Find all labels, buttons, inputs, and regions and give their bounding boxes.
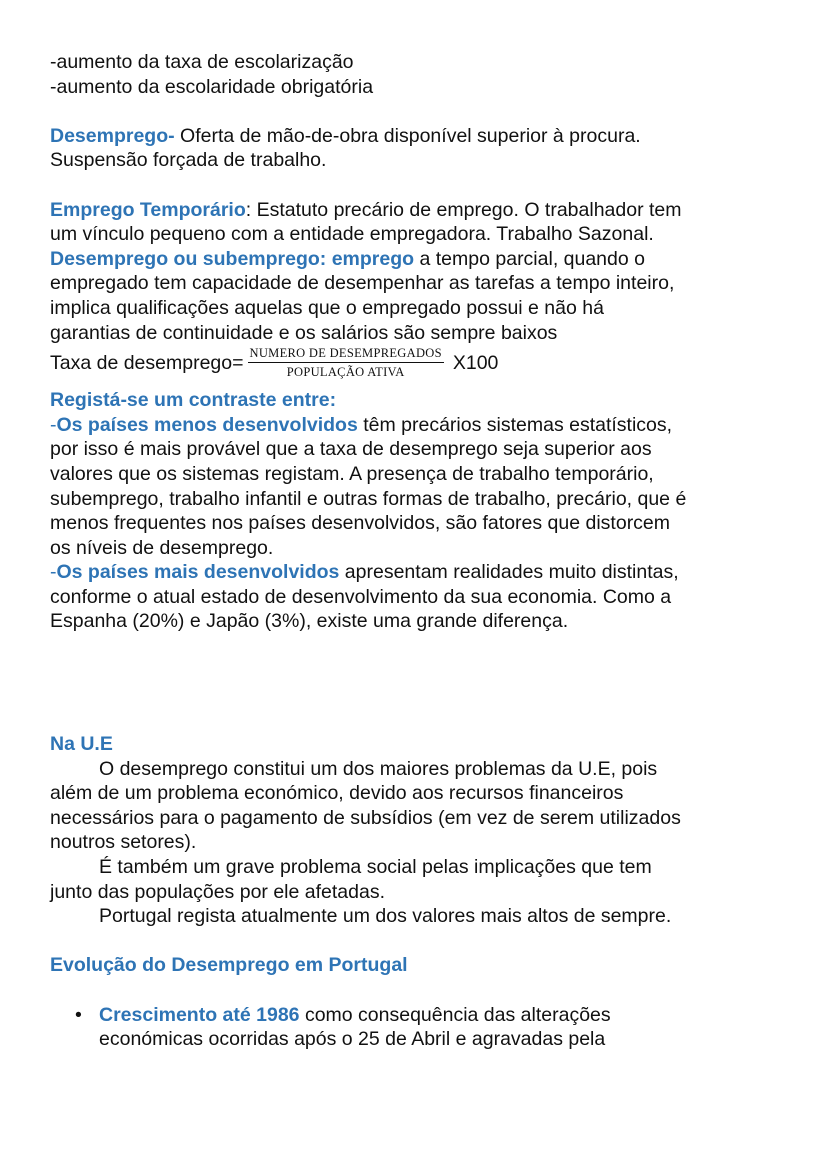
emprego-temporario-text: : Estatuto precário de emprego. O trabalhador tem — [245, 198, 682, 221]
intro-line-2: -aumento da escolaridade obrigatória — [50, 75, 374, 98]
contraste-p2-line-2: conforme o atual estado de desenvolvimento da sua economia. Como a — [50, 585, 672, 608]
document-page — [50, 50, 790, 1052]
formula-denominator: POPULAÇÃO ATIVA — [286, 365, 405, 380]
contraste-p1-first — [50, 413, 790, 438]
evolucao-heading: Evolução do Desemprego em Portugal — [50, 954, 408, 977]
contraste-p1-line-4: subemprego, trabalho infantil e outras formas de trabalho, precário, que é — [50, 487, 687, 510]
evolucao-b1-term: Crescimento até 1986 — [99, 1003, 300, 1026]
subemprego-line-4: garantias de continuidade e os salários são sempre baixos — [50, 321, 558, 344]
contraste-p2-text: apresentam realidades muito distintas, — [339, 561, 679, 584]
desemprego-definition — [50, 124, 790, 149]
ue-p1-line-3: necessários para o pagamento de subsídios (em vez de serem utilizados — [50, 806, 681, 829]
subemprego-text: a tempo parcial, quando o — [414, 247, 645, 270]
contraste-p2-term: Os países mais desenvolvidos — [56, 561, 340, 584]
ue-heading: Na U.E — [50, 733, 113, 756]
subemprego-line-3: implica qualificações aquelas que o empregado possui e não há — [50, 296, 604, 319]
formula-fraction — [248, 346, 444, 380]
contraste-p1-line-5: menos frequentes nos países desenvolvidos, são fatores que distorcem — [50, 512, 671, 535]
contraste-p1-line-2: por isso é mais provável que a taxa de desemprego seja superior aos — [50, 438, 652, 461]
ue-p2-first: É também um grave problema social pelas implicações que tem — [99, 856, 652, 879]
formula-label: Taxa de desemprego= — [50, 351, 244, 374]
evolucao-b1-text: como consequência das alterações — [299, 1003, 611, 1026]
contraste-p1-line-6: os níveis de desemprego. — [50, 536, 274, 559]
contraste-p1-line-3: valores que os sistemas registam. A presença de trabalho temporário, — [50, 462, 654, 485]
contraste-p2-line-3: Espanha (20%) e Japão (3%), existe uma grande diferença. — [50, 610, 569, 633]
desemprego-term: Desemprego- — [50, 124, 175, 147]
intro-line-1: -aumento da taxa de escolarização — [50, 51, 354, 73]
subemprego-line-2: empregado tem capacidade de desempenhar as tarefas a tempo inteiro, — [50, 272, 675, 295]
bullet-dot-icon: • — [75, 1003, 82, 1026]
ue-p1-line-4: noutros setores). — [50, 831, 197, 854]
ue-p1-line-2: além de um problema económico, devido aos recursos financeiros — [50, 782, 624, 805]
contraste-p1-term: Os países menos desenvolvidos — [56, 413, 358, 436]
contraste-p2-first — [50, 560, 790, 585]
subemprego-term: Desemprego ou subemprego: emprego — [50, 247, 415, 270]
emprego-temporario-line-2: um vínculo pequeno com a entidade empregadora. Trabalho Sazonal. — [50, 223, 654, 246]
contraste-p2-dash: - — [50, 561, 57, 584]
subemprego-definition — [50, 247, 790, 272]
contraste-p1-dash: - — [50, 413, 57, 436]
ue-p1-first: O desemprego constitui um dos maiores problemas da U.E, pois — [99, 757, 658, 780]
ue-p3-first: Portugal regista atualmente um dos valores mais altos de sempre. — [99, 905, 672, 928]
contraste-p1-text: têm precários sistemas estatísticos, — [357, 413, 673, 436]
ue-p2-line-2: junto das populações por ele afetadas. — [50, 880, 385, 903]
desemprego-line-2: Suspensão forçada de trabalho. — [50, 149, 327, 172]
contraste-heading: Registá-se um contraste entre: — [50, 389, 337, 412]
emprego-temporario-definition — [50, 198, 790, 223]
desemprego-text: Oferta de mão-de-obra disponível superior à procura. — [174, 124, 641, 147]
evolucao-bullet-1-line-2: económicas ocorridas após o 25 de Abril e agravadas pela — [99, 1028, 606, 1051]
evolucao-bullet-1 — [50, 1003, 790, 1028]
formula-multiplier: X100 — [452, 351, 499, 374]
unemployment-rate-formula — [50, 346, 790, 380]
emprego-temporario-term: Emprego Temporário — [50, 198, 246, 221]
formula-numerator: NUMERO DE DESEMPREGADOS — [248, 346, 444, 363]
